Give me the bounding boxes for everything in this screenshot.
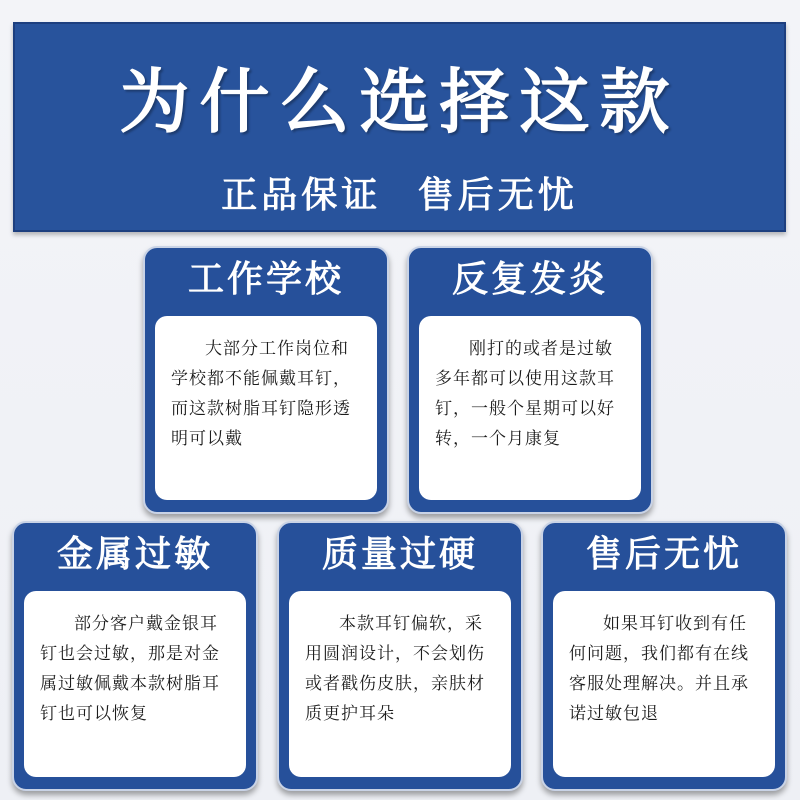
- header-banner: [13, 22, 786, 232]
- subtitle-authentic: 正品保证: [221, 175, 382, 216]
- card-title: 质量过硬: [321, 534, 478, 575]
- header-subtitle: [15, 174, 784, 218]
- header-title: 为什么选择这款: [119, 61, 680, 143]
- card-title: 售后无忧: [585, 534, 742, 575]
- feature-card-work-school: [143, 246, 389, 514]
- card-body: 大部分工作岗位和学校都不能佩戴耳钉，而这款树脂耳钉隐形透明可以戴: [155, 316, 377, 500]
- card-title: 金属过敏: [56, 534, 213, 575]
- feature-card-inflammation: [407, 246, 653, 514]
- card-body: 刚打的或者是过敏多年都可以使用这款耳钉，一般个星期可以好转，一个月康复: [419, 316, 641, 500]
- card-body: 部分客户戴金银耳钉也会过敏，那是对金属过敏佩戴本款树脂耳钉也可以恢复: [24, 591, 246, 777]
- feature-card-metal-allergy: [12, 521, 258, 791]
- feature-card-quality: [277, 521, 523, 791]
- card-body: 本款耳钉偏软，采用圆润设计，不会划伤或者戳伤皮肤，亲肤材质更护耳朵: [289, 591, 511, 777]
- card-body: 如果耳钉收到有任何问题，我们都有在线客服处理解决。并且承诺过敏包退: [553, 591, 775, 777]
- card-title: 工作学校: [187, 259, 344, 300]
- feature-card-after-sales: [541, 521, 787, 791]
- card-title: 反复发炎: [451, 259, 608, 300]
- subtitle-aftersales: 售后无忧: [417, 175, 578, 216]
